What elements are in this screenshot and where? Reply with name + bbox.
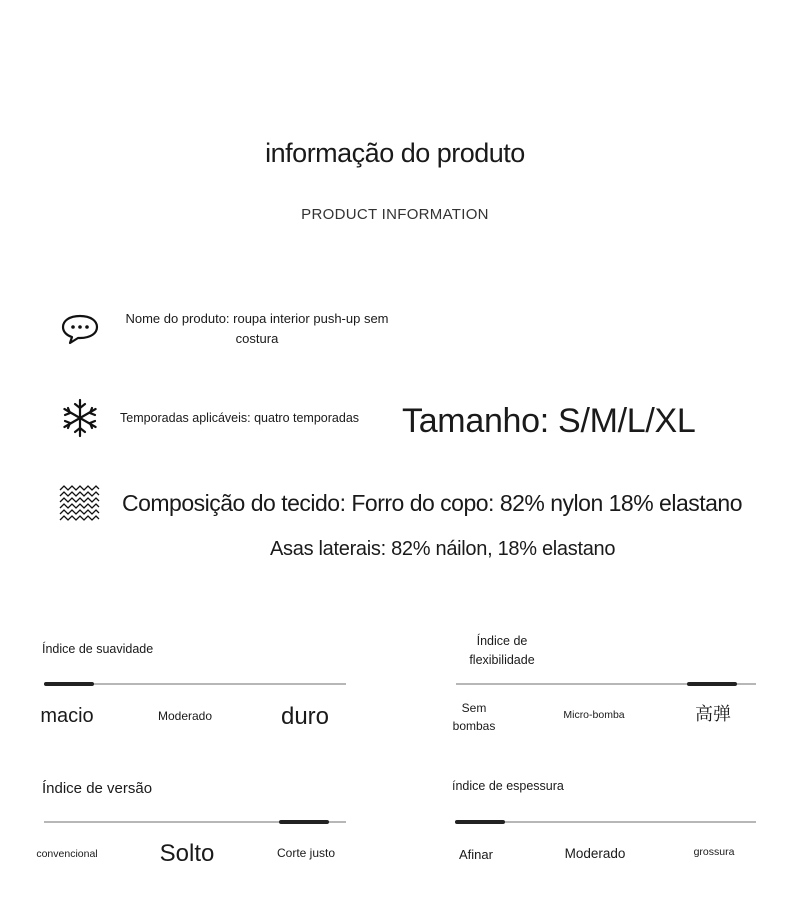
flexibility-label-mid: Micro-bomba bbox=[563, 709, 625, 721]
seasons-text: Temporadas aplicáveis: quatro temporadas bbox=[120, 411, 360, 425]
fit-track bbox=[44, 821, 346, 823]
softness-scale-title: Índice de suavidade bbox=[42, 642, 154, 656]
softness-indicator bbox=[44, 682, 94, 686]
softness-track bbox=[44, 683, 346, 685]
fabric-texture-icon bbox=[58, 484, 98, 524]
softness-label-high: duro bbox=[280, 703, 330, 730]
thickness-label-low: Afinar bbox=[459, 847, 493, 862]
page-subtitle: PRODUCT INFORMATION bbox=[301, 206, 489, 223]
thickness-indicator bbox=[455, 820, 505, 824]
thickness-track bbox=[455, 821, 756, 823]
size-text: Tamanho: S/M/L/XL bbox=[402, 402, 696, 440]
product-name-text: Nome do produto: roupa interior push-up sem costura bbox=[125, 311, 389, 346]
flexibility-label-low: Sem bombas bbox=[452, 701, 496, 733]
thickness-label-high: grossura bbox=[693, 846, 735, 858]
fit-label-low: convencional bbox=[36, 848, 98, 860]
page-title: informação do produto bbox=[265, 138, 525, 168]
flexibility-scale-title: Índice de flexibilidade bbox=[469, 634, 535, 667]
fit-indicator bbox=[279, 820, 329, 824]
thickness-label-mid: Moderado bbox=[564, 846, 626, 861]
snowflake-icon bbox=[60, 398, 100, 438]
fit-scale-title: Índice de versão bbox=[42, 780, 153, 797]
softness-label-low: macio bbox=[40, 705, 94, 727]
flexibility-label-high: 高弹 bbox=[695, 704, 731, 724]
side-wings-text: Asas laterais: 82% náilon, 18% elastano bbox=[270, 538, 616, 560]
fit-label-high: Corte justo bbox=[276, 846, 336, 860]
fabric-composition-text: Composição do tecido: Forro do copo: 82% nylon 18% elastano bbox=[122, 490, 743, 516]
thickness-scale-title: índice de espessura bbox=[452, 779, 564, 793]
fit-label-mid: Solto bbox=[159, 840, 215, 867]
softness-label-mid: Moderado bbox=[157, 709, 213, 723]
flexibility-track bbox=[456, 683, 756, 685]
flexibility-indicator bbox=[687, 682, 737, 686]
speech-bubble-icon bbox=[60, 308, 100, 348]
